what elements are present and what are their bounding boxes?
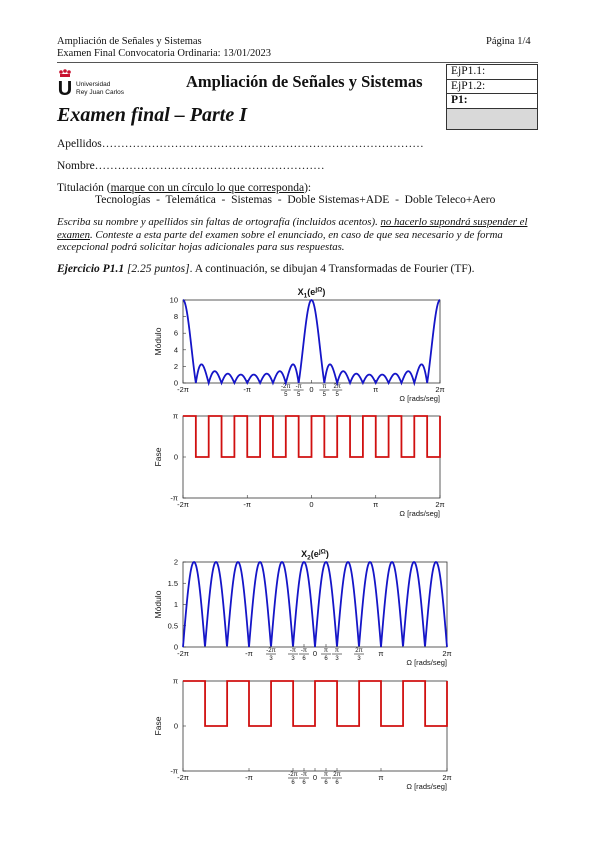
chart3-xtick-8-den: 3	[357, 656, 361, 662]
chart2-series-line	[183, 416, 440, 457]
score-p1[interactable]: P1:	[447, 94, 537, 109]
logo-line1: Universidad	[76, 81, 111, 88]
chart3-xlabel: Ω [rads/seg]	[406, 658, 447, 667]
chart3-ytick-4: 2	[173, 557, 178, 567]
chart1-ytick-5: 10	[169, 295, 178, 305]
chart1-title-part-2: (e	[307, 287, 316, 297]
chart3-xtick-0: -2π	[177, 649, 189, 658]
instructions-part2: . Conteste a esta parte del examen sobre el enunciado, en caso de que sea necesario y de forma excepcional podrá solicitar hojas adicionales para sus respuestas.	[57, 228, 503, 253]
chart1-xtick-2: -2π	[281, 384, 291, 390]
chart1-xtick-8: 2π	[435, 385, 445, 394]
chart1-ylabel: Módulo	[153, 327, 163, 356]
chart2-xtick-2: 0	[309, 500, 314, 509]
chart4-ylabel: Fase	[153, 716, 163, 736]
chart4-xtick-4: 0	[312, 773, 318, 782]
chart4-xtick-1: -π	[245, 773, 253, 782]
chart3-xtick-6: π	[323, 648, 329, 654]
chart1-xtick-2-den: 5	[284, 392, 288, 398]
chart4-ytick-1: 0	[173, 721, 178, 731]
chart3-xtick-2-den: 3	[269, 656, 273, 662]
chart1-ytick-3: 6	[173, 328, 178, 338]
chart2-xtick-4: 2π	[435, 500, 445, 509]
chart3-ytick-1: 0.5	[167, 621, 178, 631]
chart3-xtick-2: -2π	[266, 648, 276, 654]
chart4-xtick-6: 2π	[333, 772, 341, 778]
chart1-xtick-1: -π	[243, 385, 252, 394]
exercise-label: Ejercicio P1.1	[57, 263, 125, 275]
chart2-xtick-0: -2π	[177, 500, 189, 509]
chart3-title-part-0: X	[301, 549, 308, 559]
chart4-ytick-2: π	[172, 676, 178, 686]
chart3-title-part-2: (e	[310, 549, 319, 559]
chart3-xtick-5: 0	[312, 649, 318, 658]
chart1-xtick-3-den: 5	[296, 392, 301, 398]
degree-label-end: ):	[304, 182, 312, 194]
chart2-ylabel: Fase	[153, 447, 163, 467]
chart4-xtick-8: 2π	[442, 773, 452, 782]
chart3-title-part-3: jΩ	[318, 548, 326, 556]
chart1-xtick-3: -π	[295, 384, 302, 390]
chart4-xtick-0: -2π	[177, 773, 189, 782]
chart1-title-part-1: 1	[303, 292, 308, 300]
chart1-xtick-5-den: 5	[322, 392, 327, 398]
chart3-series-line	[183, 562, 447, 647]
exam-title: Examen final – Parte I	[57, 104, 248, 126]
instructions-underlined: no hacerlo supondrá suspender el examen	[57, 216, 528, 241]
header-exam: Examen Final Convocatoria Ordinaria: 13/01/2023	[57, 48, 272, 59]
exercise-points: [2.25 puntos]	[124, 263, 190, 275]
exercise-text: . A continuación, se dibujan 4 Transformadas de Fourier (TF).	[189, 263, 475, 275]
degree-label-start: Titulación (	[57, 182, 111, 194]
surname-field[interactable]: Apellidos…………………………………………………………………………	[57, 138, 424, 150]
logo-line2: Rey Juan Carlos	[76, 89, 125, 96]
chart4-ytick-0: -π	[170, 766, 178, 776]
chart3-ytick-2: 1	[173, 600, 178, 609]
chart1-ytick-1: 2	[173, 361, 178, 371]
chart3-ytick-0: 0	[173, 642, 178, 652]
chart1-title-part-3: jΩ	[315, 286, 323, 294]
header-page: Página 1/4	[486, 36, 531, 47]
chart1-ytick-2: 4	[173, 345, 178, 355]
chart1-xtick-6-den: 5	[335, 392, 339, 398]
chart3-xtick-1: -π	[245, 649, 253, 658]
chart2-ytick-2: π	[172, 411, 178, 421]
chart4-series-line	[183, 681, 447, 726]
score-ej11[interactable]: EjP1.1:	[447, 65, 537, 80]
chart1-xlabel: Ω [rads/seg]	[399, 394, 440, 403]
chart1-xtick-0: -2π	[177, 385, 189, 394]
chart1-title-part-4: )	[322, 287, 326, 297]
chart1-xtick-4: 0	[309, 385, 314, 394]
chart2-xtick-3: π	[373, 500, 379, 509]
instructions-part1: Escriba su nombre y apellidos sin faltas de ortografía (incluidos acentos).	[57, 216, 381, 228]
chart3-xtick-8: 2π	[355, 648, 363, 654]
chart4-xtick-3-den: 6	[302, 780, 306, 786]
score-ej12[interactable]: EjP1.2:	[447, 80, 537, 95]
chart4-xtick-3: -π	[300, 772, 308, 778]
chart4-xtick-5-den: 6	[324, 780, 328, 786]
chart2-ytick-1: 0	[173, 452, 178, 462]
chart3-xtick-7-den: 3	[335, 656, 339, 662]
chart3-ytick-3: 1.5	[167, 578, 178, 588]
chart3-xtick-9: π	[378, 649, 384, 658]
chart3-xtick-4-den: 6	[302, 656, 306, 662]
chart2-xtick-1: -π	[243, 500, 252, 509]
chart3-ylabel: Módulo	[153, 590, 163, 619]
chart3-title	[301, 549, 329, 562]
chart3-xtick-10: 2π	[442, 649, 452, 658]
chart3-title-part-1: 2	[307, 554, 311, 562]
chart4-xlabel: Ω [rads/seg]	[406, 782, 447, 791]
chart1-title-part-0: X	[297, 287, 304, 297]
chart1-series-line	[183, 300, 440, 383]
document-title: Ampliación de Señales y Sistemas	[186, 72, 423, 91]
degree-label-underlined: marque con un círculo lo que corresponda	[110, 182, 305, 194]
chart4-xtick-6-den: 6	[335, 780, 339, 786]
chart1-ytick-4: 8	[173, 312, 178, 322]
chart1-frame	[183, 300, 440, 383]
header-course: Ampliación de Señales y Sistemas	[57, 36, 202, 47]
chart1-xtick-7: π	[373, 385, 379, 394]
chart3-xtick-3-den: 3	[291, 656, 295, 662]
degree-options[interactable]: Tecnologías - Telemática - Sistemas - Doble Sistemas+ADE - Doble Teleco+Aero	[95, 194, 496, 206]
chart4-xtick-7: π	[378, 773, 384, 782]
svg-text:U: U	[57, 78, 73, 97]
chart3-xtick-6-den: 6	[324, 656, 328, 662]
chart3-xtick-4: -π	[300, 648, 308, 654]
name-field[interactable]: Nombre……………………………………………………	[57, 160, 325, 172]
chart3-xtick-3: -π	[289, 648, 297, 654]
chart1-xtick-6: 2π	[333, 384, 341, 390]
chart1-ytick-0: 0	[173, 378, 178, 388]
chart2-ytick-0: -π	[170, 493, 178, 503]
chart1-xtick-5: π	[322, 384, 327, 390]
chart1-title	[298, 287, 326, 300]
chart4-xtick-2-den: 6	[291, 780, 295, 786]
chart2-xlabel: Ω [rads/seg]	[399, 509, 440, 518]
chart3-xtick-7: π	[334, 648, 340, 654]
chart4-xtick-5: π	[323, 772, 329, 778]
chart3-title-part-4: )	[325, 549, 329, 559]
chart4-xtick-2: -2π	[288, 772, 298, 778]
